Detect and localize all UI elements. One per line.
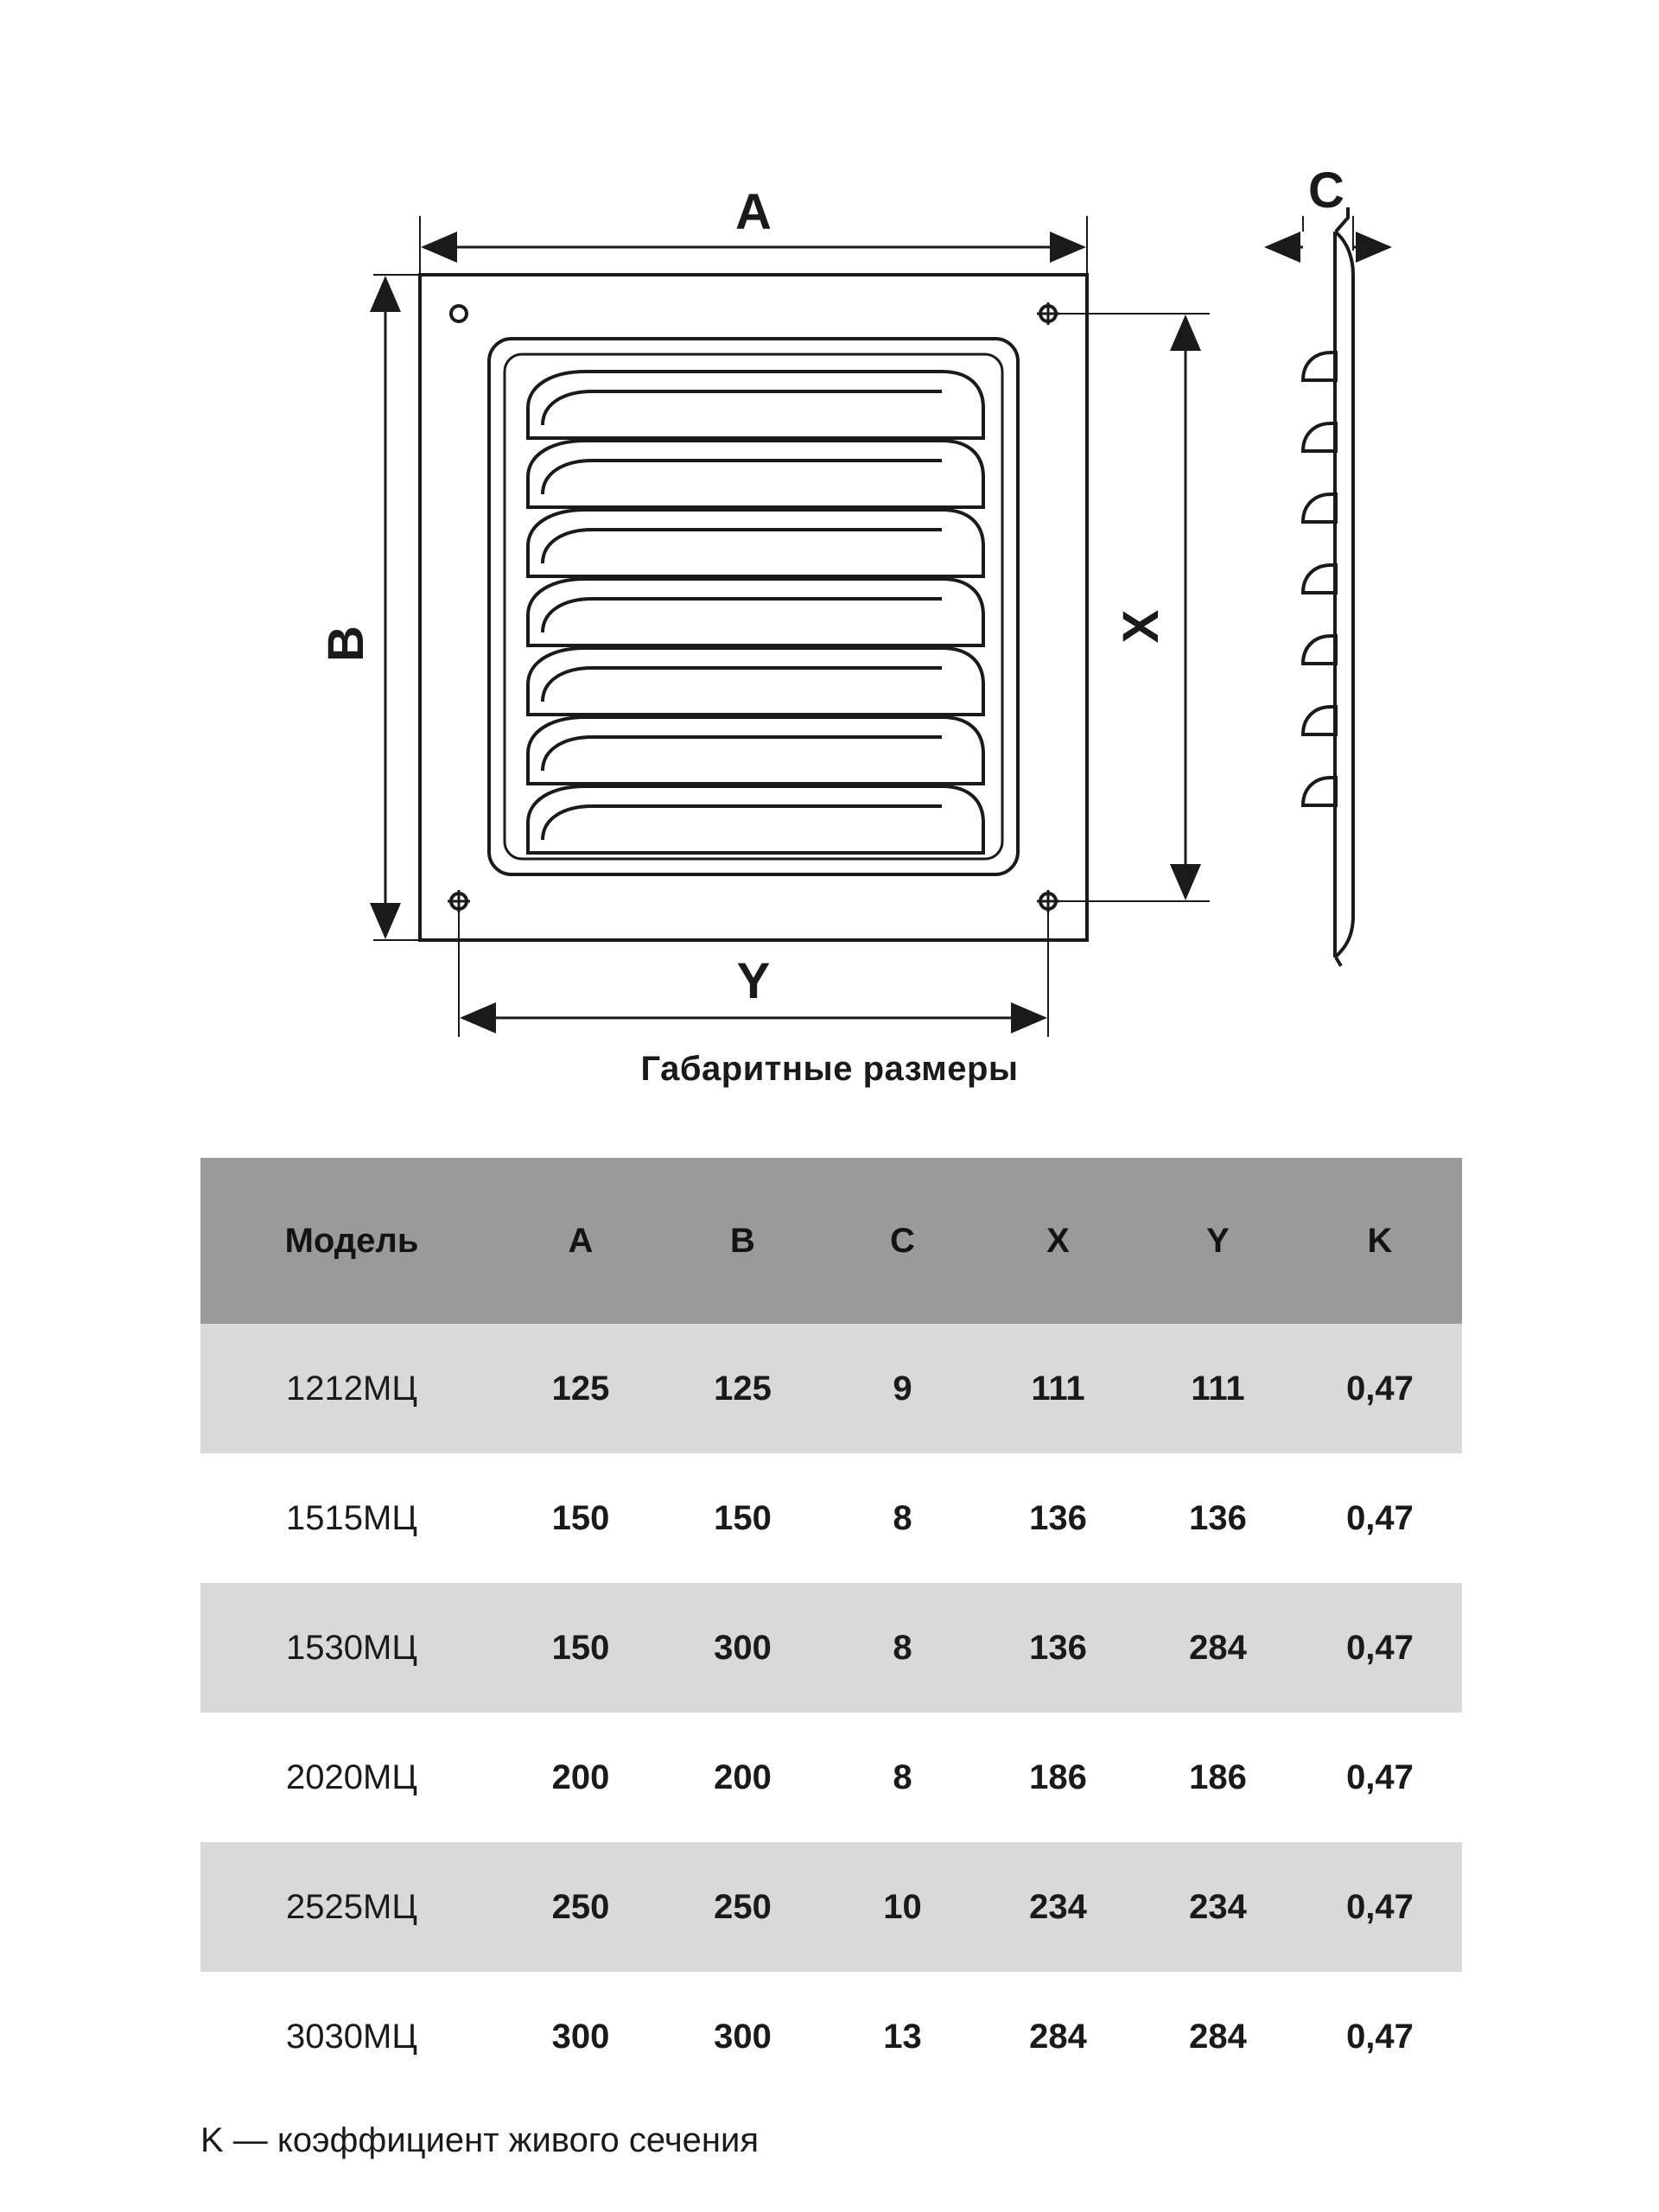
column-header-b: B <box>658 1158 827 1324</box>
cell-model: 2020МЦ <box>200 1713 503 1842</box>
column-header-model: Модель <box>200 1158 503 1324</box>
cell-model: 1212МЦ <box>200 1324 503 1453</box>
cell-x: 284 <box>978 1972 1138 2101</box>
cell-x: 234 <box>978 1842 1138 1972</box>
table-row <box>200 1972 1462 2101</box>
dimension-label-c: C <box>1308 162 1344 219</box>
dimension-label-y: Y <box>736 953 771 1009</box>
cell-y: 111 <box>1138 1324 1298 1453</box>
spec-table-wrap <box>200 1158 1462 2101</box>
table-row <box>200 1324 1462 1453</box>
column-header-y: Y <box>1138 1158 1298 1324</box>
column-header-c: C <box>827 1158 978 1324</box>
cell-model: 1515МЦ <box>200 1453 503 1583</box>
table-row <box>200 1583 1462 1713</box>
cell-c: 8 <box>827 1713 978 1842</box>
column-header-x: X <box>978 1158 1138 1324</box>
cell-k: 0,47 <box>1298 1453 1462 1583</box>
cell-y: 284 <box>1138 1583 1298 1713</box>
column-header-a: A <box>503 1158 658 1324</box>
cell-a: 150 <box>503 1453 658 1583</box>
cell-c: 10 <box>827 1842 978 1972</box>
dimension-label-a: A <box>735 184 772 240</box>
cell-c: 8 <box>827 1453 978 1583</box>
cell-b: 250 <box>658 1842 827 1972</box>
cell-a: 200 <box>503 1713 658 1842</box>
cell-x: 111 <box>978 1324 1138 1453</box>
cell-model: 2525МЦ <box>200 1842 503 1972</box>
table-row <box>200 1453 1462 1583</box>
cell-model: 1530МЦ <box>200 1583 503 1713</box>
cell-x: 136 <box>978 1583 1138 1713</box>
cell-a: 125 <box>503 1324 658 1453</box>
column-header-k: K <box>1298 1158 1462 1324</box>
cell-model: 3030МЦ <box>200 1972 503 2101</box>
cell-b: 300 <box>658 1972 827 2101</box>
cell-x: 136 <box>978 1453 1138 1583</box>
table-header-row <box>200 1158 1462 1324</box>
cell-a: 150 <box>503 1583 658 1713</box>
dimension-label-x: X <box>1113 609 1169 644</box>
dimension-label-b: B <box>318 626 374 662</box>
diagram-caption: Габаритные размеры <box>640 1050 1019 1088</box>
cell-b: 125 <box>658 1324 827 1453</box>
cell-k: 0,47 <box>1298 1713 1462 1842</box>
spec-table <box>200 1158 1462 2101</box>
cell-b: 200 <box>658 1713 827 1842</box>
cell-x: 186 <box>978 1713 1138 1842</box>
cell-c: 13 <box>827 1972 978 2101</box>
table-footnote: K — коэффициент живого сечения <box>200 2121 760 2159</box>
cell-c: 8 <box>827 1583 978 1713</box>
cell-a: 250 <box>503 1842 658 1972</box>
cell-b: 300 <box>658 1583 827 1713</box>
table-row <box>200 1842 1462 1972</box>
cell-y: 136 <box>1138 1453 1298 1583</box>
table-row <box>200 1713 1462 1842</box>
cell-k: 0,47 <box>1298 1842 1462 1972</box>
cell-k: 0,47 <box>1298 1583 1462 1713</box>
cell-c: 9 <box>827 1324 978 1453</box>
cell-k: 0,47 <box>1298 1324 1462 1453</box>
cell-b: 150 <box>658 1453 827 1583</box>
cell-a: 300 <box>503 1972 658 2101</box>
cell-y: 186 <box>1138 1713 1298 1842</box>
cell-y: 284 <box>1138 1972 1298 2101</box>
cell-k: 0,47 <box>1298 1972 1462 2101</box>
cell-y: 234 <box>1138 1842 1298 1972</box>
